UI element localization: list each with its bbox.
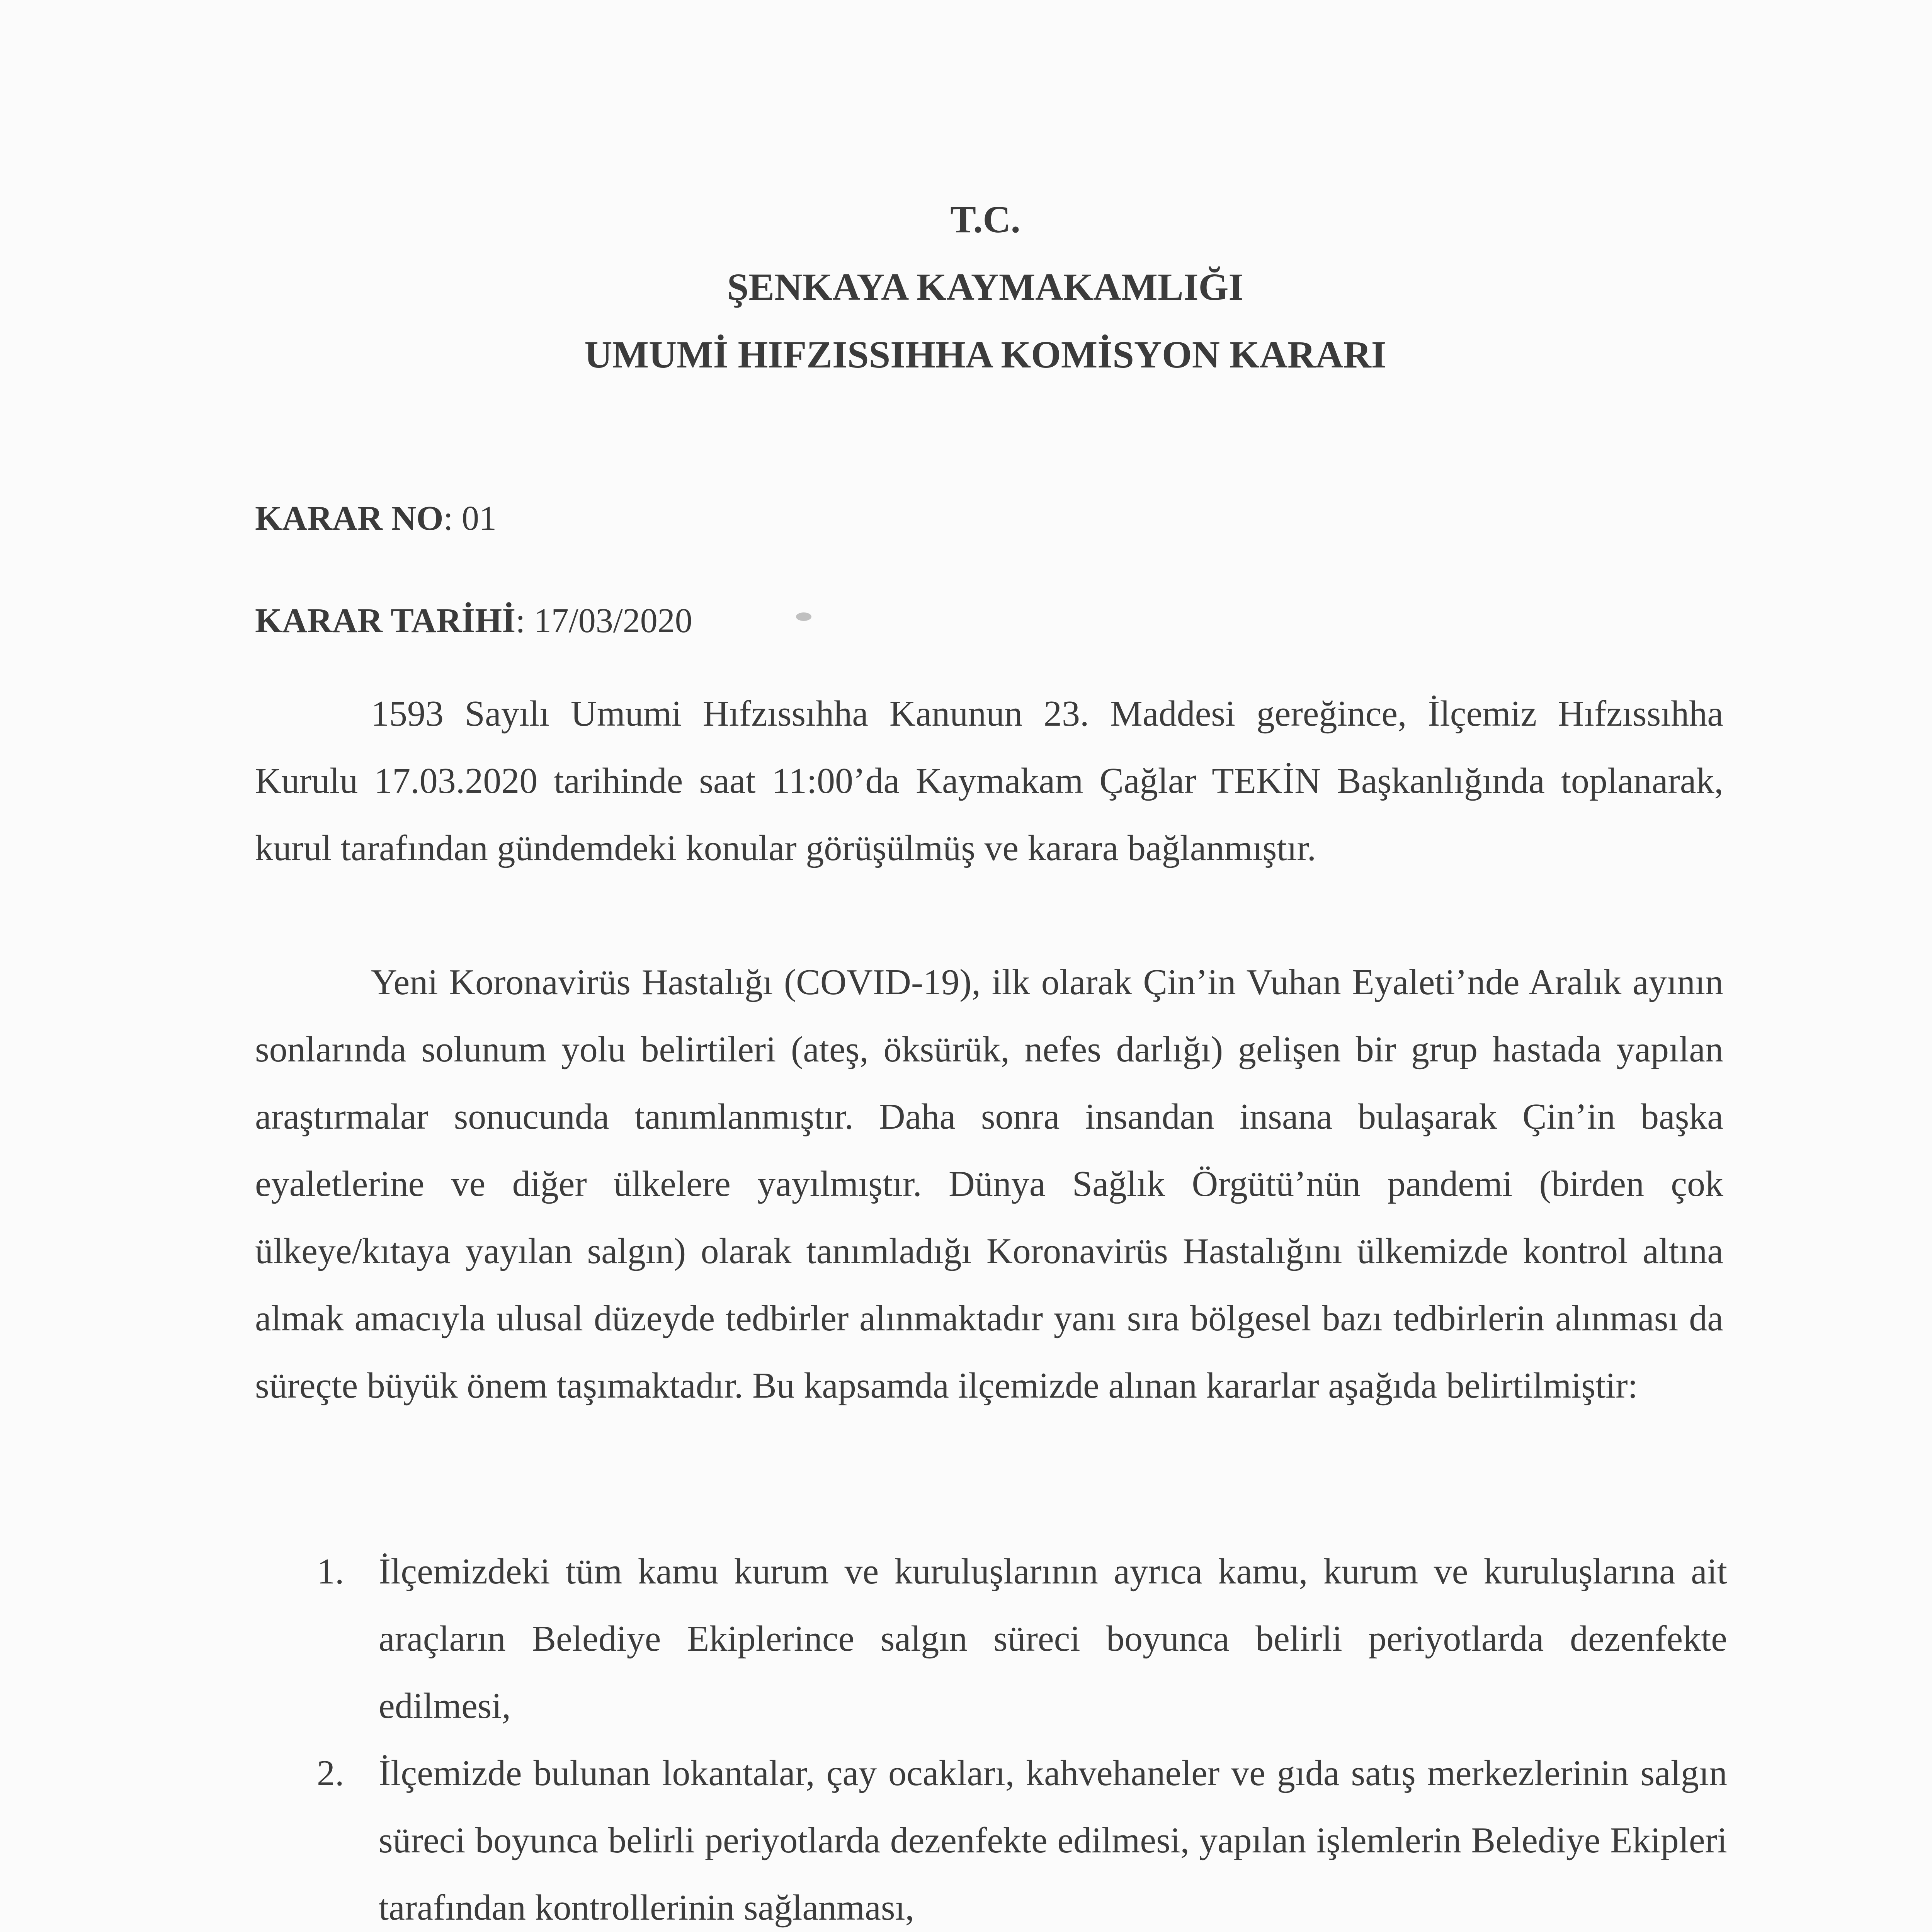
list-item [255,1538,1727,1740]
paragraph-covid: Yeni Koronavirüs Hastalığı (COVID-19), ilk olarak Çin’in Vuhan Eyaleti’nde Aralık ayının sonlarında solunum yolu belirtileri (ateş, öksürük, nefes darlığı) gelişen bir grup hastada yapılan araştırmalar sonucunda tanımlanmıştır. Daha sonra insandan insana bulaşarak Çin’in başka eyaletlerine ve diğer ülkelere yayılmıştır. Dünya Sağlık Örgütü’nün pandemi (birden çok ülkeye/kıtaya yayılan salgın) olarak tanımladığı Koronavirüs Hastalığını ülkemizde kontrol altına almak amacıyla ulusal düzeyde tedbirler alınmaktadır yanı sıra bölgesel bazı tedbirlerin alınması da süreçte büyük önem taşımaktadır. Bu kapsamda ilçemizde alınan kararlar aşağıda belirtilmiştir: [255,962,1723,1406]
karar-tarihi-label: KARAR TARİHİ [255,602,516,640]
paragraph-intro: 1593 Sayılı Umumi Hıfzıssıhha Kanunun 23. Maddesi gereğince, İlçemiz Hıfzıssıhha Kurulu 17.03.2020 tarihinde saat 11:00’da Kaymakam Çağlar TEKİN Başkanlığında toplanarak, kurul tarafından gündemdeki konular görüşülmüş ve karara bağlanmıştır. [255,694,1723,868]
list-item-number: 2. [317,1753,344,1793]
header-line-tc: T.C. [950,198,1020,241]
header-line-kaymakamlik: ŞENKAYA KAYMAKAMLIĞI [727,265,1244,308]
list-item [255,1740,1727,1932]
karar-tarihi-value: : 17/03/2020 [515,602,692,640]
karar-no [255,498,497,538]
karar-no-label: KARAR NO [255,499,444,537]
list-item-text: İlçemizdeki tüm kamu kurum ve kuruluşlarının ayrıca kamu, kurum ve kuruluşlarına ait araçların Belediye Ekiplerince salgın süreci boyunca belirli periyotlarda dezenfekte edilmesi, [379,1551,1727,1726]
list-item-text: İlçemizde bulunan lokantalar, çay ocakları, kahvehaneler ve gıda satış merkezlerinin salgın süreci boyunca belirli periyotlarda dezenfekte edilmesi, yapılan işlemlerin Belediye Ekipleri tarafından kontrollerinin sağlanması, [379,1753,1727,1928]
scan-mark [796,612,811,621]
document-header [0,185,1932,388]
header-line-karar-title: UMUMİ HIFZISSIHHA KOMİSYON KARARI [584,333,1386,376]
list-item-number: 1. [317,1551,344,1592]
decision-list [255,1538,1727,1932]
karar-tarihi [255,601,692,641]
karar-no-value: : 01 [443,499,497,537]
